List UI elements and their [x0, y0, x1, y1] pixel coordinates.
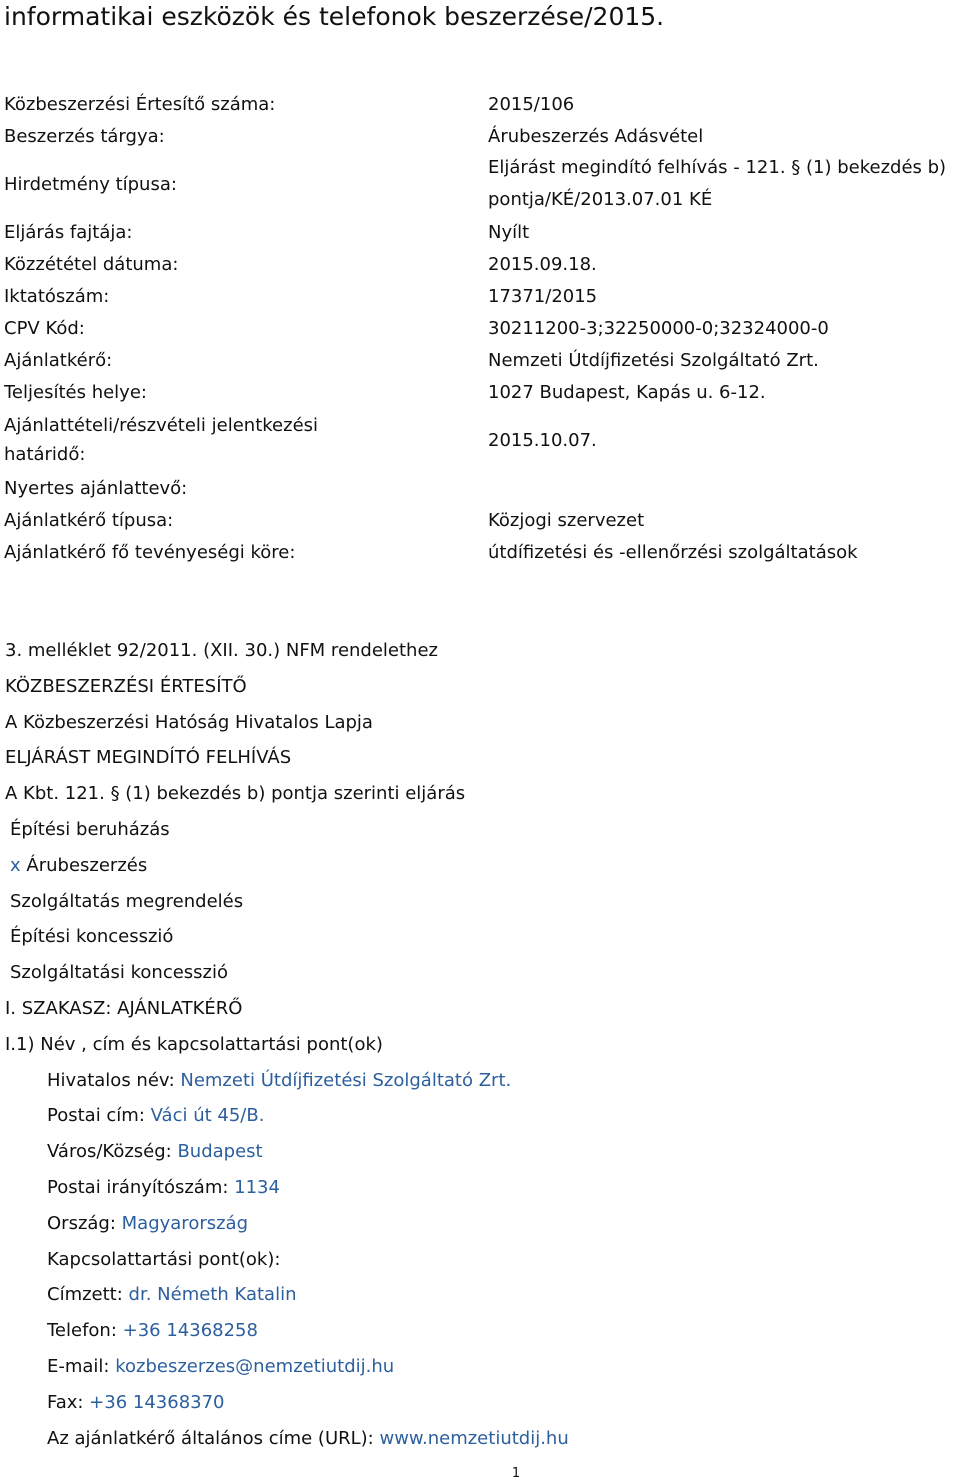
field-label: Hivatalos név: — [47, 1069, 181, 1091]
field-label: Postai irányítószám: — [47, 1176, 235, 1198]
email — [5, 1349, 569, 1385]
option-supply — [5, 848, 569, 884]
meta-label-line: határidő: — [4, 444, 86, 465]
meta-value: 30211200-3;32250000-0;32324000-0 — [488, 317, 829, 339]
meta-label-line: Ajánlattételi/részvételi jelentkezési — [4, 415, 319, 436]
meta-value-line: pontja/KÉ/2013.07.01 KÉ — [488, 189, 713, 210]
field-label: Ország: — [47, 1212, 122, 1234]
meta-label: Teljesítés helye: — [4, 381, 147, 403]
meta-row-hatarido — [4, 408, 960, 472]
section-heading: I. SZAKASZ: AJÁNLATKÉRŐ — [5, 997, 243, 1019]
field-label: Telefon: — [47, 1320, 123, 1342]
meta-value: Árubeszerzés Adásvétel — [488, 125, 704, 147]
telephone — [5, 1313, 569, 1349]
field-value: Budapest — [177, 1141, 263, 1163]
field-label: Címzett: — [47, 1284, 129, 1306]
meta-row-hirdetmeny — [4, 152, 960, 216]
meta-row-tipus — [4, 504, 960, 536]
meta-row-targy — [4, 120, 960, 152]
decree-reference: 3. melléklet 92/2011. (XII. 30.) NFM rendelethez — [5, 640, 438, 661]
postal-code — [5, 1170, 569, 1206]
meta-row-ajanlatkero — [4, 344, 960, 376]
meta-label: Nyertes ajánlattevő: — [4, 477, 188, 499]
meta-row-cpv — [4, 312, 960, 344]
field-label: E-mail: — [47, 1355, 116, 1377]
meta-value-line: Eljárást megindító felhívás - 121. § (1) bekezdés b) — [488, 157, 947, 178]
general-url — [5, 1421, 569, 1457]
meta-row-tevekenyseg — [4, 536, 960, 568]
meta-row-teljesites — [4, 376, 960, 408]
meta-label: Közzététel dátuma: — [4, 253, 179, 275]
meta-value: 1027 Budapest, Kapás u. 6-12. — [488, 381, 766, 403]
email-link[interactable]: kozbeszerzes@nemzetiutdij.hu — [115, 1355, 395, 1377]
option-services: Szolgáltatás megrendelés — [10, 890, 244, 912]
gazette-name: KÖZBESZERZÉSI ÉRTESÍTŐ — [5, 675, 247, 697]
meta-label: Ajánlatkérő fő tevényeségi köre: — [4, 541, 296, 563]
contact-points: Kapcsolattartási pont(ok): — [47, 1248, 281, 1270]
meta-label — [4, 408, 488, 472]
field-value: Magyarország — [121, 1212, 249, 1234]
metadata-table — [4, 88, 960, 568]
field-value: Váci út 45/B. — [150, 1105, 265, 1127]
field-value: +36 14368370 — [89, 1391, 225, 1413]
document-title: informatikai eszközök és telefonok beszerzése/2015. — [4, 2, 665, 31]
field-label: Az ajánlatkérő általános címe (URL): — [47, 1427, 380, 1449]
meta-row-fajta — [4, 216, 960, 248]
fax — [5, 1385, 569, 1421]
meta-value: 2015/106 — [488, 93, 575, 115]
country — [5, 1206, 569, 1242]
field-label: Város/Község: — [47, 1141, 178, 1163]
postal-address — [5, 1098, 569, 1134]
meta-label: Eljárás fajtája: — [4, 221, 133, 243]
meta-value: Közjogi szervezet — [488, 509, 645, 531]
meta-value: 17371/2015 — [488, 285, 598, 307]
meta-label: Beszerzés tárgya: — [4, 125, 165, 147]
meta-value: 2015.09.18. — [488, 253, 597, 275]
procedure-basis: A Kbt. 121. § (1) bekezdés b) pontja szerinti eljárás — [5, 783, 466, 805]
meta-label: Iktatószám: — [4, 285, 110, 307]
meta-value — [488, 472, 960, 504]
option-services-concession: Szolgáltatási koncesszió — [10, 962, 229, 984]
meta-value: Nyílt — [488, 221, 530, 243]
meta-value: Nemzeti Útdíjfizetési Szolgáltató Zrt. — [488, 349, 819, 371]
meta-label: CPV Kód: — [4, 317, 85, 339]
url-link[interactable]: www.nemzetiutdij.hu — [379, 1427, 569, 1449]
meta-label: Ajánlatkérő: — [4, 349, 113, 371]
meta-label: Ajánlatkérő típusa: — [4, 509, 174, 531]
notice-section — [5, 633, 569, 1456]
field-value: dr. Németh Katalin — [128, 1284, 297, 1306]
meta-row-ke-szam — [4, 88, 960, 120]
meta-label: Hirdetmény típusa: — [4, 173, 177, 195]
notice-type-heading: ELJÁRÁST MEGINDÍTÓ FELHÍVÁS — [5, 747, 292, 769]
option-works-concession: Építési koncesszió — [10, 926, 174, 948]
gazette-subtitle: A Közbeszerzési Hatóság Hivatalos Lapja — [5, 711, 373, 733]
meta-value: 2015.10.07. — [488, 429, 597, 451]
page-number: 1 — [511, 1466, 521, 1481]
selected-mark: x — [10, 854, 21, 876]
subsection-heading: I.1) Név , cím és kapcsolattartási pont(ok) — [5, 1033, 383, 1055]
field-value: Nemzeti Útdíjfizetési Szolgáltató Zrt. — [180, 1069, 512, 1091]
meta-row-iktato — [4, 280, 960, 312]
option-construction: Építési beruházás — [10, 818, 170, 840]
option-label: Árubeszerzés — [26, 854, 148, 876]
field-value: +36 14368258 — [122, 1320, 258, 1342]
meta-value — [488, 152, 960, 216]
meta-row-nyertes — [4, 472, 960, 504]
meta-value: útdífizetési és -ellenőrzési szolgáltatások — [488, 541, 858, 563]
field-label: Fax: — [47, 1391, 90, 1413]
meta-row-datum — [4, 248, 960, 280]
field-value: 1134 — [234, 1176, 280, 1198]
field-label: Postai cím: — [47, 1105, 151, 1127]
meta-label: Közbeszerzési Értesítő száma: — [4, 93, 276, 115]
official-name — [5, 1063, 569, 1099]
addressee — [5, 1277, 569, 1313]
city — [5, 1134, 569, 1170]
